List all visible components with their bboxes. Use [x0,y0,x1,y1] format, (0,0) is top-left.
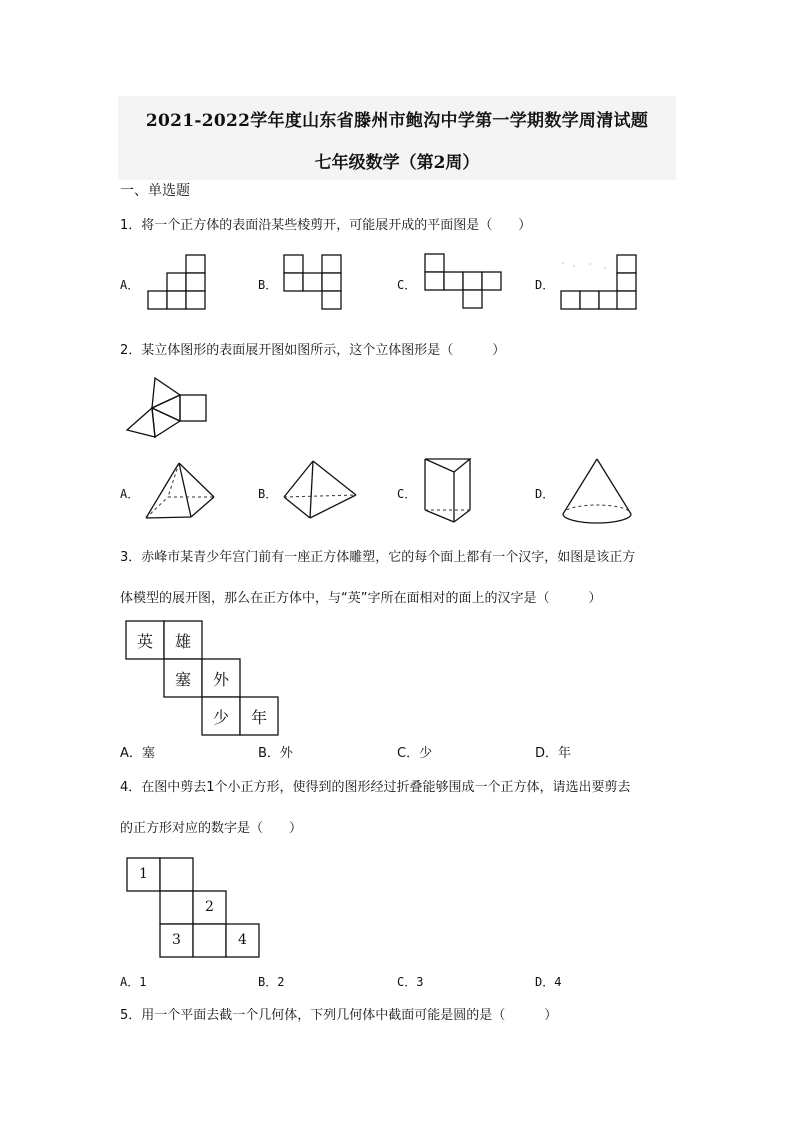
q2-option-a-label: A． [120,487,140,501]
q4-option-b: B．2 [258,975,285,989]
q3-option-c: C．少 [397,746,433,761]
q2-option-a-pyramid-figure [146,463,214,518]
q4-net-number-3: 3 [172,932,181,948]
q1-option-d-label: D． [535,278,555,292]
q4-option-c: C．3 [397,975,424,989]
q4-net-number-2: 2 [205,899,214,915]
q4-option-d: D．4 [535,975,562,989]
q1-option-d-net-figure [561,255,636,309]
q4-net-number-1: 1 [139,866,148,882]
q2-net-figure [127,378,206,437]
q3-net-char-shao: 少 [212,708,229,727]
q3-net-char-sai: 塞 [174,670,191,689]
page-subtitle: 七年级数学（第2周） [314,153,480,173]
question-5-text: 5．用一个平面去截一个几何体，下列几何体中截面可能是圆的是（ ） [120,1008,558,1023]
q2-option-b-label: B． [258,487,278,501]
q3-option-d: D．年 [535,746,572,761]
q1-option-b-label: B． [258,278,278,292]
q2-option-c-prism-figure [425,459,470,522]
q3-net-char-ying: 英 [136,632,153,651]
q3-net-char-xiong: 雄 [174,632,191,651]
question-4-text-line1: 4．在图中剪去1个小正方形，使得到的图形经过折叠能够围成一个正方体，请选出要剪去 [120,780,631,795]
q2-option-d-cone-figure [563,459,631,523]
q3-option-b: B．外 [258,746,293,761]
q1-option-b-net-figure [284,255,341,309]
question-3-text-line2: 体模型的展开图，那么在正方体中，与“英”字所在面相对的面上的汉字是（ ） [120,591,602,606]
q1-option-a-net-figure [148,255,205,309]
page-title: 2021-2022学年度山东省滕州市鲍沟中学第一学期数学周清试题 [145,111,649,131]
question-3-text-line1: 3．赤峰市某青少年宫门前有一座正方体雕塑，它的每个面上都有一个汉字，如图是该正方 [120,550,636,565]
question-2-text: 2．某立体图形的表面展开图如图所示，这个立体图形是（ ） [120,343,506,358]
q4-net-number-4: 4 [238,932,247,948]
question-1-text: 1．将一个正方体的表面沿某些棱剪开，可能展开成的平面图是（ ） [120,218,532,233]
q1-option-c-net-figure [425,254,501,308]
q2-option-c-label: C． [397,487,417,501]
q1-option-a-label: A． [120,278,140,292]
q4-option-a: A．1 [120,975,147,989]
q3-option-a: A．塞 [120,746,155,761]
question-4-text-line2: 的正方形对应的数字是（ ） [120,821,303,836]
q1-option-c-label: C． [397,278,417,292]
q3-net-char-nian: 年 [250,708,267,727]
q2-option-b-tetrahedron-figure [284,461,356,518]
q3-net-char-wai: 外 [212,670,229,689]
section-heading: 一、单选题 [120,183,190,199]
q2-option-d-label: D． [535,487,555,501]
